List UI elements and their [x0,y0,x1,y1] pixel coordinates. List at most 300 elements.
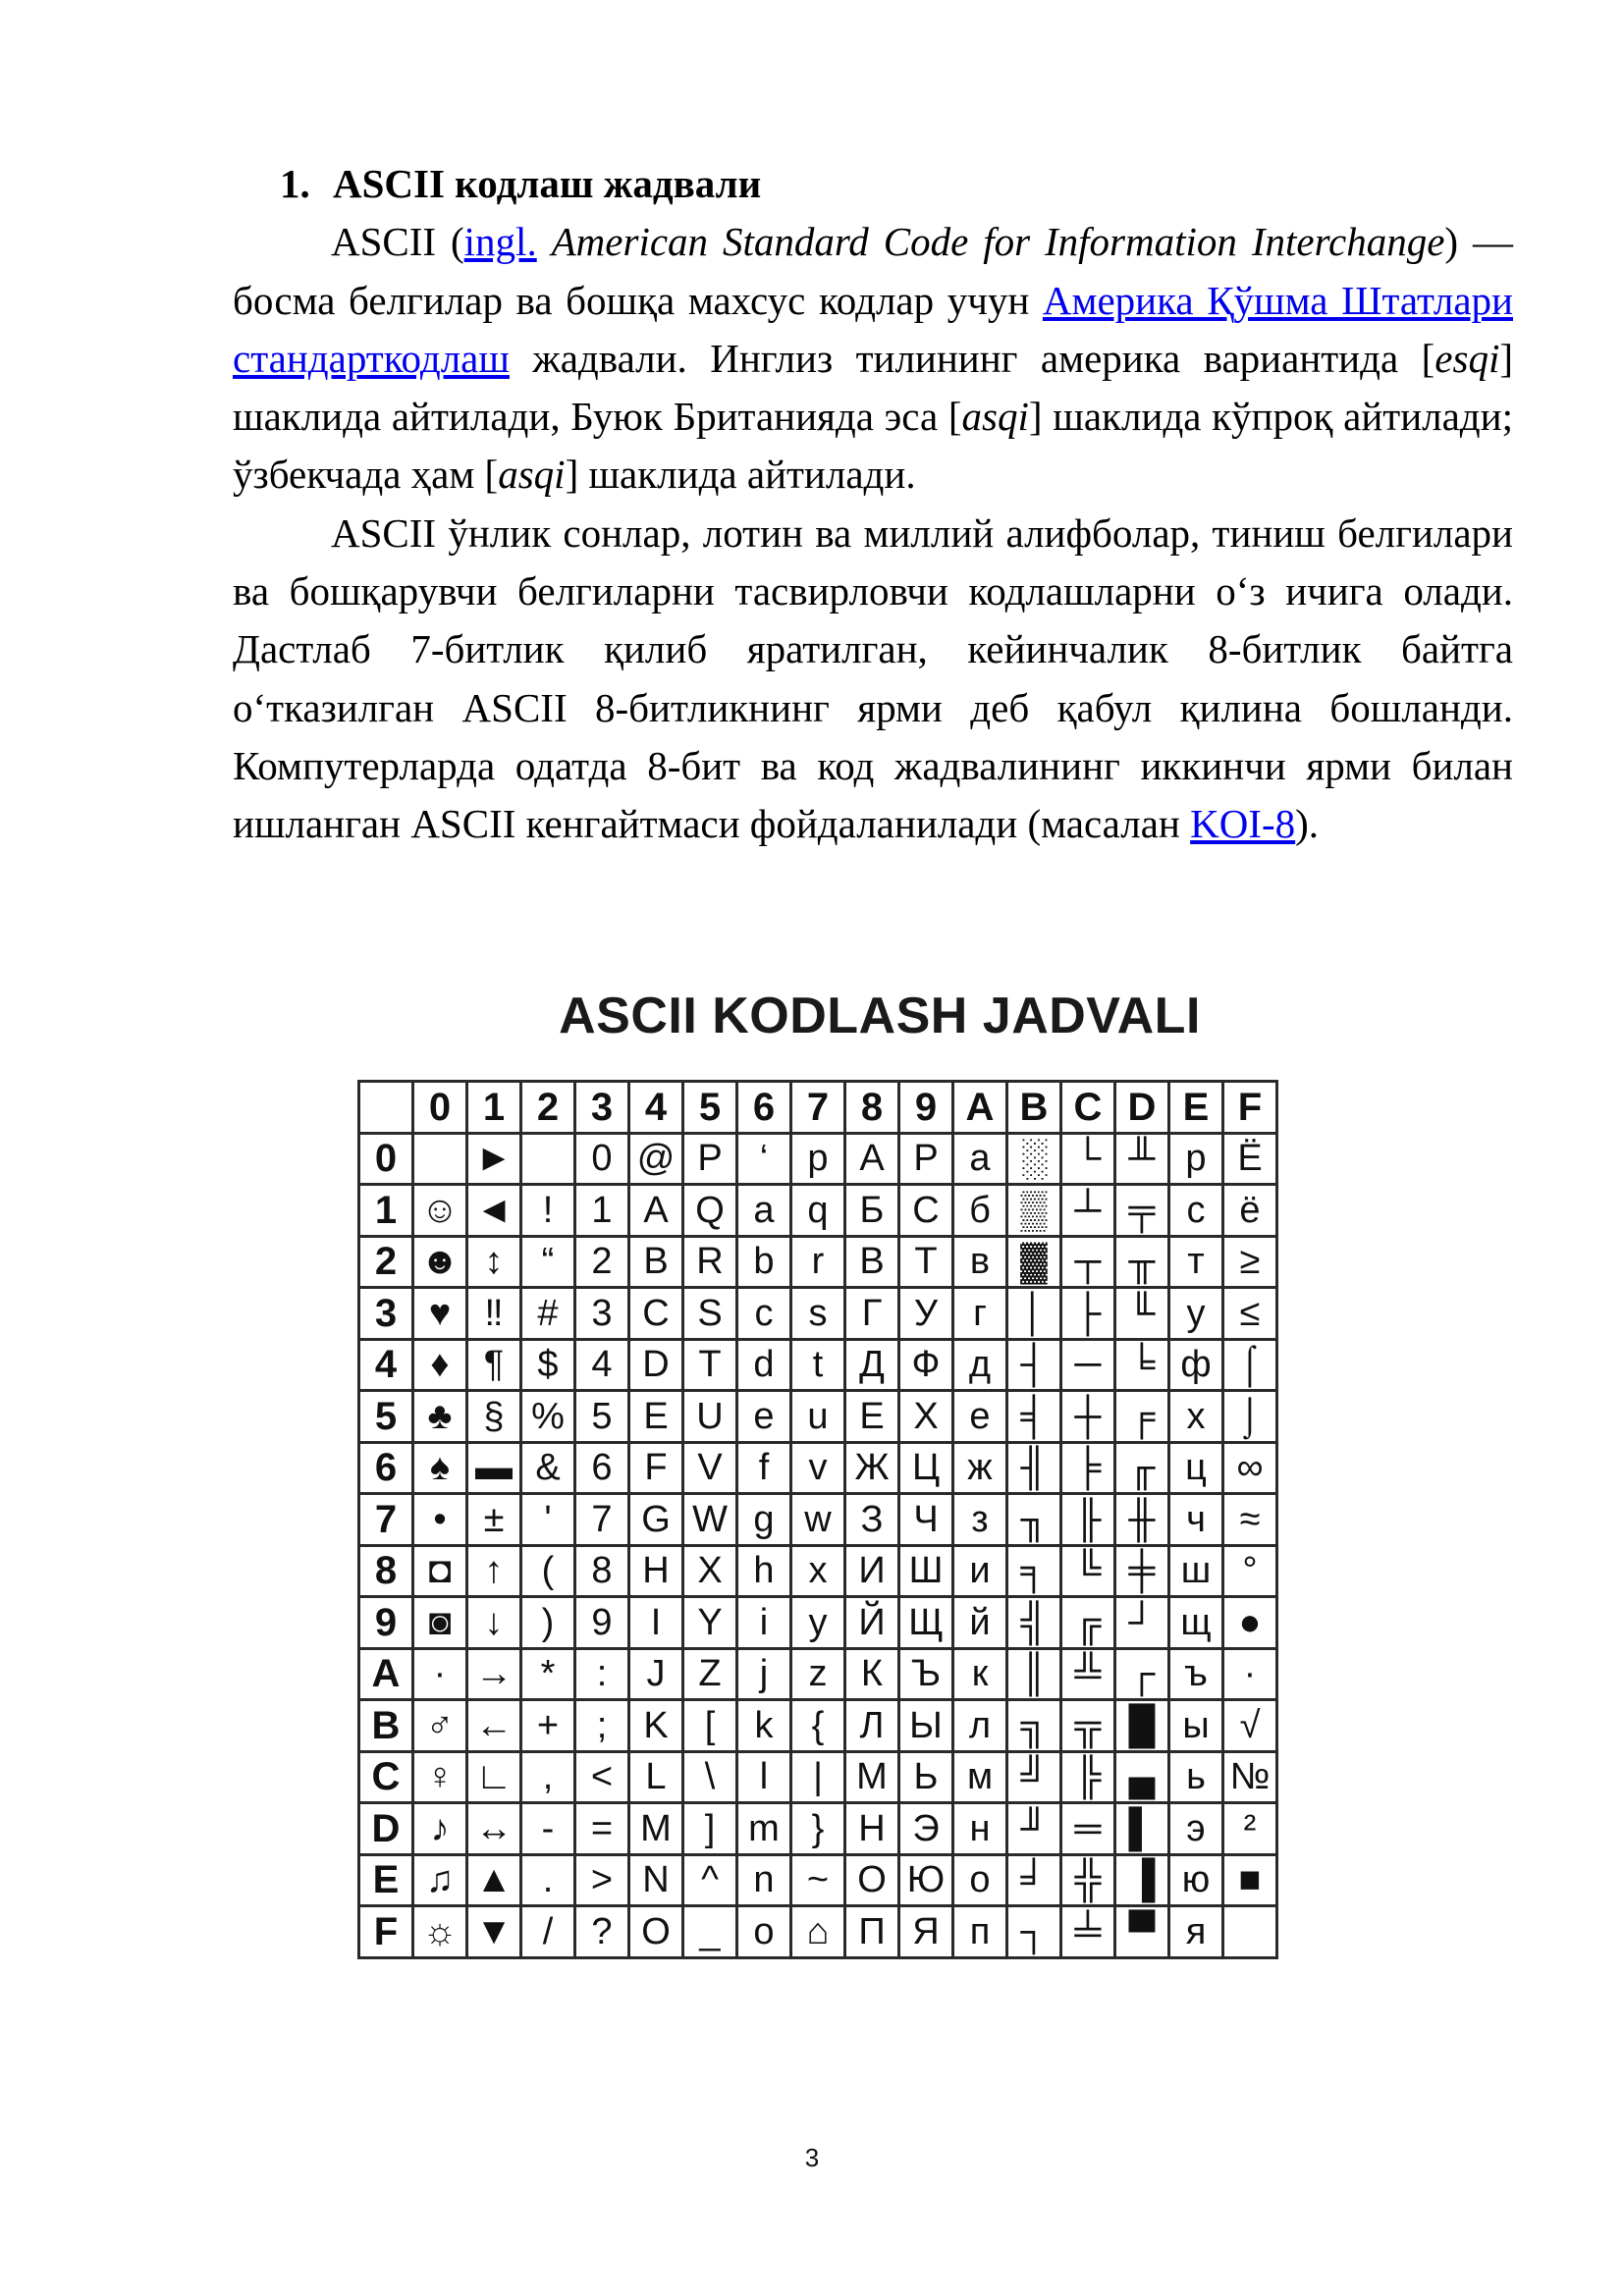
table-cell: ◄ [467,1185,521,1237]
column-header: C [1061,1082,1115,1134]
table-cell: ♥ [413,1288,467,1340]
table-cell: t [791,1339,845,1391]
table-cell: н [953,1803,1007,1855]
table-cell: ┤ [1007,1339,1061,1391]
table-cell: & [521,1442,575,1494]
table-cell: ь [1169,1751,1223,1803]
table-cell: ● [1223,1597,1277,1649]
table-cell: ‘ [737,1133,791,1185]
table-cell: s [791,1288,845,1340]
p1-text-1: ASCII ( [331,219,464,265]
paragraph-2 [233,505,1513,854]
table-cell: И [845,1545,899,1597]
row-header: D [359,1803,413,1855]
table-cell: + [521,1700,575,1752]
p1-italic-2: esqi [1435,335,1500,381]
table-row [359,1494,1277,1546]
row-header: 2 [359,1236,413,1288]
figure-title: ASCII KODLASH JADVALI [559,988,1201,1044]
table-cell: 5 [575,1391,629,1443]
table-row [359,1854,1277,1906]
row-header: F [359,1906,413,1958]
table-cell: ° [1223,1545,1277,1597]
table-cell: ≥ [1223,1236,1277,1288]
table-cell: К [845,1648,899,1700]
table-cell: ─ [1061,1339,1115,1391]
column-header: 3 [575,1082,629,1134]
table-cell: ‼ [467,1288,521,1340]
table-cell: б [953,1185,1007,1237]
table-cell: ╩ [1061,1648,1115,1700]
table-cell: О [845,1854,899,1906]
p2-text-2: ). [1295,801,1320,847]
table-cell: ◘ [413,1545,467,1597]
table-cell: N [629,1854,683,1906]
table-cell: j [737,1648,791,1700]
table-cell: в [953,1236,1007,1288]
table-cell: ◙ [413,1597,467,1649]
column-header: 6 [737,1082,791,1134]
table-cell: ╝ [1007,1751,1061,1803]
table-cell [521,1133,575,1185]
table-cell: Г [845,1288,899,1340]
table-cell: ■ [1223,1854,1277,1906]
table-cell: ☻ [413,1236,467,1288]
table-cell: ╫ [1115,1494,1169,1546]
table-cell: T [683,1339,737,1391]
table-cell: e [737,1391,791,1443]
table-cell: о [953,1854,1007,1906]
p1-text-7: ] шаклида кўпроқ айтилади; ўзбекчада ҳам [ [233,394,1513,498]
table-cell: 3 [575,1288,629,1340]
table-cell: П [845,1906,899,1958]
table-cell: ═ [1061,1803,1115,1855]
table-cell: 4 [575,1339,629,1391]
section-heading [233,155,1513,213]
table-cell: ╥ [1115,1236,1169,1288]
table-cell: D [629,1339,683,1391]
table-cell: х [1169,1391,1223,1443]
table-cell: е [953,1391,1007,1443]
table-cell: = [575,1803,629,1855]
table-cell: Ъ [899,1648,953,1700]
table-cell: Т [899,1236,953,1288]
table-cell: ▼ [467,1906,521,1958]
table-cell: г [953,1288,1007,1340]
column-header: E [1169,1082,1223,1134]
table-cell: ы [1169,1700,1223,1752]
table-cell: ф [1169,1339,1223,1391]
table-cell: E [629,1391,683,1443]
column-header: 9 [899,1082,953,1134]
p1-italic-1: American Standard Code for Information Interchange [551,219,1445,265]
page-number: 3 [804,2143,820,2172]
table-cell: Е [845,1391,899,1443]
koi8-link[interactable]: KOI-8 [1190,801,1296,847]
table-cell: m [737,1803,791,1855]
table-cell: ╧ [1061,1906,1115,1958]
table-cell: ж [953,1442,1007,1494]
section-number: 1. [280,161,310,206]
table-cell: [ [683,1700,737,1752]
row-header: 8 [359,1545,413,1597]
column-header: 1 [467,1082,521,1134]
table-cell [1223,1906,1277,1958]
table-cell: ╢ [1007,1442,1061,1494]
table-cell: F [629,1442,683,1494]
table-cell: М [845,1751,899,1803]
table-cell: U [683,1391,737,1443]
table-cell: Й [845,1597,899,1649]
table-cell: Л [845,1700,899,1752]
table-cell: M [629,1803,683,1855]
table-cell: ╓ [1115,1442,1169,1494]
table-cell: \ [683,1751,737,1803]
column-header: D [1115,1082,1169,1134]
table-cell: ч [1169,1494,1223,1546]
table-cell: u [791,1391,845,1443]
p1-italic-3: asqi [961,394,1029,440]
table-cell: ; [575,1700,629,1752]
table-cell: H [629,1545,683,1597]
table-cell: 1 [575,1185,629,1237]
column-header: 4 [629,1082,683,1134]
table-cell: / [521,1906,575,1958]
table-cell: у [1169,1288,1223,1340]
table-cell: } [791,1803,845,1855]
table-cell: ⌠ [1223,1339,1277,1391]
table-cell: щ [1169,1597,1223,1649]
table-cell: Y [683,1597,737,1649]
table-cell: f [737,1442,791,1494]
table-cell: X [683,1545,737,1597]
table-cell: ╡ [1007,1391,1061,1443]
table-cell: A [845,1133,899,1185]
table-cell: ╜ [1007,1803,1061,1855]
table-cell: * [521,1648,575,1700]
table-cell: • [413,1494,467,1546]
table-row [359,1545,1277,1597]
table-cell: Н [845,1803,899,1855]
table-cell: l [737,1751,791,1803]
table-cell: ┘ [1115,1597,1169,1649]
table-cell: p [791,1133,845,1185]
table-cell: a [953,1133,1007,1185]
table-row [359,1288,1277,1340]
table-cell: ⌡ [1223,1391,1277,1443]
table-cell: z [791,1648,845,1700]
table-cell: ► [467,1133,521,1185]
standardization-link[interactable]: стандарткодлаш [233,335,510,381]
table-cell: v [791,1442,845,1494]
table-cell: ( [521,1545,575,1597]
table-cell: ┴ [1061,1185,1115,1237]
table-cell: Б [845,1185,899,1237]
table-cell: ∞ [1223,1442,1277,1494]
table-row [359,1597,1277,1649]
table-cell: · [413,1648,467,1700]
table-cell: · [1223,1648,1277,1700]
table-cell: з [953,1494,1007,1546]
table-cell: д [953,1339,1007,1391]
table-cell: % [521,1391,575,1443]
row-header: A [359,1648,413,1700]
table-cell: ↓ [467,1597,521,1649]
table-cell: ┼ [1061,1391,1115,1443]
table-cell: ╕ [1007,1545,1061,1597]
table-cell: ¶ [467,1339,521,1391]
table-cell: x [791,1545,845,1597]
table-cell: K [629,1700,683,1752]
p1-text-5: жадвали. Инглиз тилининг америка вариантида [ [509,335,1435,381]
table-cell: b [737,1236,791,1288]
table-cell: ~ [791,1854,845,1906]
table-cell: ☺ [413,1185,467,1237]
table-cell: ≈ [1223,1494,1277,1546]
table-cell: ╣ [1007,1597,1061,1649]
table-cell: ≤ [1223,1288,1277,1340]
table-row [359,1803,1277,1855]
table-cell: W [683,1494,737,1546]
p2-text-1: ASCII ўнлик сонлар, лотин ва миллий алифболар, тиниш белгилари ва бошқарувчи белгиларни тасвирловчи кодлашларни оʻз ичига олади. Дастлаб 7-битлик қилиб яратилган, кейинчалик 8-битлик байтга оʻтказилган ASCII 8-битликнинг ярми деб қабул қилина бошланди. Компутерларда одатда 8-бит ва код жадвалининг иккинчи ярми билан ишланган ASCII кенгайтмаси фойдаланилади (масалан [233,509,1513,847]
table-cell: ▌ [1115,1803,1169,1855]
p1-text-8: ] шаклида айтилади. [565,452,916,498]
table-cell: 2 [575,1236,629,1288]
table-cell: L [629,1751,683,1803]
table-cell: ↔ [467,1803,521,1855]
table-cell: Д [845,1339,899,1391]
table-cell: S [683,1288,737,1340]
row-header: 5 [359,1391,413,1443]
table-cell: ╛ [1007,1854,1061,1906]
table-cell: Q [683,1185,737,1237]
table-cell: $ [521,1339,575,1391]
table-cell: ← [467,1700,521,1752]
table-cell: ░ [1007,1133,1061,1185]
table-cell: | [791,1751,845,1803]
table-cell: ) [521,1597,575,1649]
table-cell: : [575,1648,629,1700]
table-cell: ╔ [1061,1597,1115,1649]
table-cell: ▀ [1115,1906,1169,1958]
table-cell: ю [1169,1854,1223,1906]
table-body [359,1133,1277,1957]
table-cell: y [791,1597,845,1649]
table-cell: ♂ [413,1700,467,1752]
table-cell: → [467,1648,521,1700]
table-row [359,1906,1277,1958]
table-cell: л [953,1700,1007,1752]
table-cell: ♦ [413,1339,467,1391]
paragraph-1 [233,213,1513,504]
table-row [359,1700,1277,1752]
table-cell: З [845,1494,899,1546]
table-cell: _ [683,1906,737,1958]
table-cell: Ё [1223,1133,1277,1185]
p1-italic-4: asqi [498,452,566,498]
table-cell: i [737,1597,791,1649]
table-cell: Ш [899,1545,953,1597]
table-cell: < [575,1751,629,1803]
table-cell: O [629,1906,683,1958]
table-cell: Ц [899,1442,953,1494]
header-row [359,1082,1277,1134]
table-cell: ┌ [1115,1648,1169,1700]
table-cell: B [629,1236,683,1288]
column-header: 0 [413,1082,467,1134]
table-cell: ║ [1007,1648,1061,1700]
table-cell: ╟ [1061,1494,1115,1546]
table-row [359,1236,1277,1288]
column-header: B [1007,1082,1061,1134]
table-cell: C [629,1288,683,1340]
table-cell: ^ [683,1854,737,1906]
table-cell: c [737,1288,791,1340]
table-cell: и [953,1545,1007,1597]
table-cell: G [629,1494,683,1546]
table-cell: ▓ [1007,1236,1061,1288]
table-cell: h [737,1545,791,1597]
table-cell: м [953,1751,1007,1803]
table-header [359,1082,1277,1134]
row-header: E [359,1854,413,1906]
table-row [359,1133,1277,1185]
table-cell: └ [1061,1133,1115,1185]
table-cell: Ь [899,1751,953,1803]
row-header: 3 [359,1288,413,1340]
table-cell: ↕ [467,1236,521,1288]
table-cell: ? [575,1906,629,1958]
row-header: 9 [359,1597,413,1649]
table-cell: й [953,1597,1007,1649]
table-cell: ╚ [1061,1545,1115,1597]
column-header: 5 [683,1082,737,1134]
table-cell: ъ [1169,1648,1223,1700]
row-header: 1 [359,1185,413,1237]
table-cell: “ [521,1236,575,1288]
row-header: 7 [359,1494,413,1546]
table-cell: │ [1007,1288,1061,1340]
table-cell: Щ [899,1597,953,1649]
table-cell: 9 [575,1597,629,1649]
table-cell: ╒ [1115,1391,1169,1443]
table-cell: ∟ [467,1751,521,1803]
table-cell: ╤ [1115,1185,1169,1237]
table-cell: Э [899,1803,953,1855]
table-cell: @ [629,1133,683,1185]
column-header: 2 [521,1082,575,1134]
table-cell: ♀ [413,1751,467,1803]
table-cell: ☼ [413,1906,467,1958]
table-cell: ё [1223,1185,1277,1237]
table-cell: ┬ [1061,1236,1115,1288]
table-cell: 8 [575,1545,629,1597]
column-header: 7 [791,1082,845,1134]
table-cell: Ж [845,1442,899,1494]
table-cell: У [899,1288,953,1340]
table-cell: с [1169,1185,1223,1237]
table-cell: ╘ [1115,1339,1169,1391]
table-cell: ± [467,1494,521,1546]
table-cell: ╪ [1115,1545,1169,1597]
ascii-table-figure [353,985,1406,2045]
table-cell: 0 [575,1133,629,1185]
table-cell: ♣ [413,1391,467,1443]
table-cell: ⌂ [791,1906,845,1958]
corner-cell [359,1082,413,1134]
table-row [359,1339,1277,1391]
table-cell [413,1133,467,1185]
table-cell: P [683,1133,737,1185]
table-cell: J [629,1648,683,1700]
table-cell: I [629,1597,683,1649]
table-cell: Z [683,1648,737,1700]
table-row [359,1442,1277,1494]
table-cell: A [629,1185,683,1237]
table-cell: # [521,1288,575,1340]
table-cell: p [1169,1133,1223,1185]
p1-text-6: ] шаклида айтилади, Буюк Британияда эса [ [233,335,1513,440]
table-cell: , [521,1751,575,1803]
table-cell: ╬ [1061,1854,1115,1906]
row-header: 0 [359,1133,413,1185]
table-cell: ▒ [1007,1185,1061,1237]
table-cell: d [737,1339,791,1391]
table-cell: R [683,1236,737,1288]
table-cell: ' [521,1494,575,1546]
row-header: 4 [359,1339,413,1391]
table-cell: ╦ [1061,1700,1115,1752]
table-cell: V [683,1442,737,1494]
table-cell: a [737,1185,791,1237]
table-cell: Ф [899,1339,953,1391]
table-cell: n [737,1854,791,1906]
usa-link[interactable]: Америка Қўшма Штатлари [1042,277,1513,323]
p1-text-2 [537,219,552,264]
row-header: 6 [359,1442,413,1494]
table-cell: В [845,1236,899,1288]
table-cell: █ [1115,1700,1169,1752]
table-row [359,1751,1277,1803]
table-cell: 7 [575,1494,629,1546]
table-cell: k [737,1700,791,1752]
table-cell: q [791,1185,845,1237]
table-cell: ² [1223,1803,1277,1855]
table-cell: o [737,1906,791,1958]
table-cell: . [521,1854,575,1906]
table-cell: ▄ [1115,1751,1169,1803]
table-cell: √ [1223,1700,1277,1752]
table-cell: ц [1169,1442,1223,1494]
table-cell: r [791,1236,845,1288]
table-cell: > [575,1854,629,1906]
table-cell: P [899,1133,953,1185]
table-cell: ╙ [1115,1288,1169,1340]
table-cell: Я [899,1906,953,1958]
table-cell: ╞ [1061,1442,1115,1494]
table-cell: т [1169,1236,1223,1288]
table-cell: ] [683,1803,737,1855]
table-cell: С [899,1185,953,1237]
table-cell: 6 [575,1442,629,1494]
table-cell: ♫ [413,1854,467,1906]
table-cell: { [791,1700,845,1752]
section-title: ASCII кодлаш жадвали [333,161,762,206]
table-row [359,1648,1277,1700]
p1-text-3: ) — босма белгилар ва бошқа махсус кодлар учун [233,219,1513,323]
table-cell: ┐ [1007,1906,1061,1958]
ingl-link[interactable]: ingl. [463,219,537,265]
